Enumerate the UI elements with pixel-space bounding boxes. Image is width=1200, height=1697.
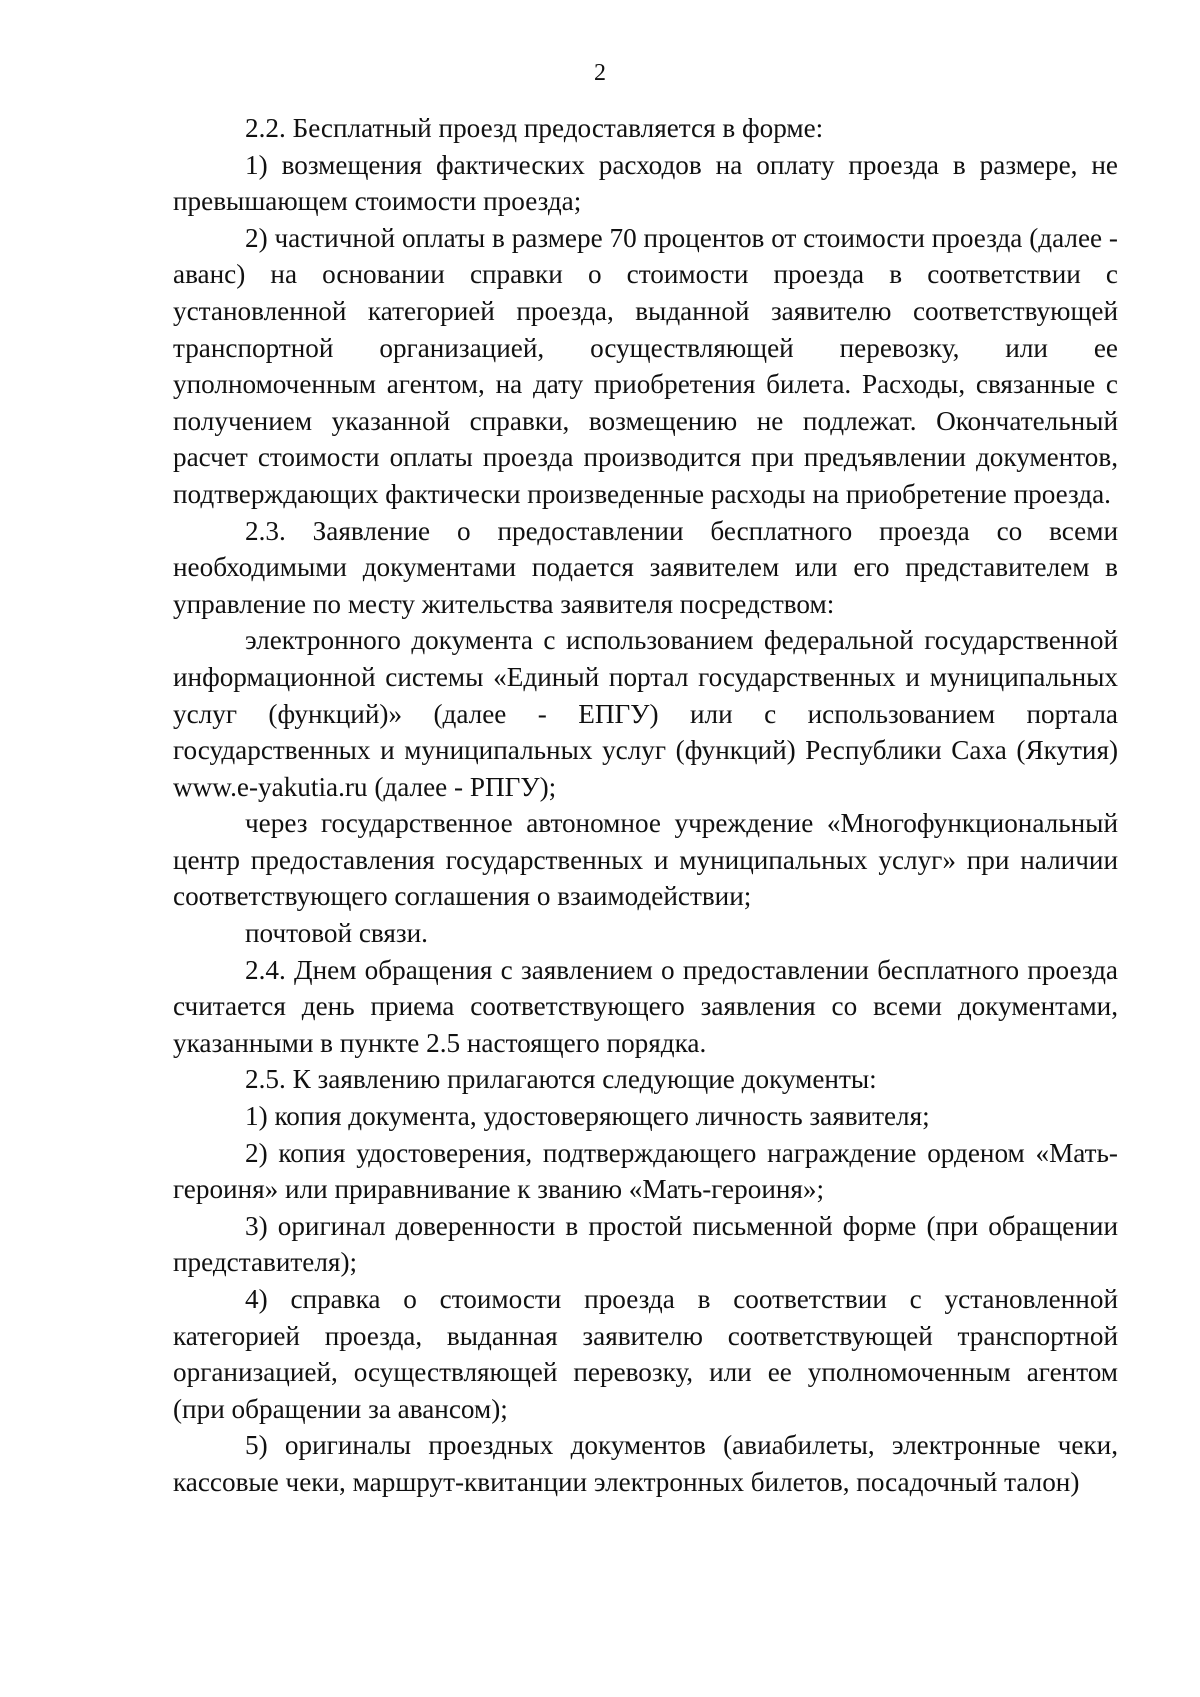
paragraph-2-2-item-1: 1) возмещения фактических расходов на оплату проезда в размере, не превышающем стоимости проезда; [173,149,1118,217]
paragraph-2-5-item-4: 4) справка о стоимости проезда в соответствии с установленной категорией проезда, выданная заявителю соответствующей транспортной организацией, осуществляющей перевозку, или ее уполномоченным агентом (при обращении за авансом); [173,1284,1118,1424]
paragraph-2-5-item-2: 2) копия удостоверения, подтверждающего награждение орденом «Мать-героиня» или приравнивание к званию «Мать-героиня»; [173,1137,1118,1205]
paragraph-2-3-option-post: почтовой связи. [245,918,428,949]
paragraph-2-3-option-electronic: электронного документа с использованием федеральной государственной информационной системы «Единый портал государственных и муниципальных услуг (функций)» (далее - ЕПГУ) или с использованием портала государственных и муниципальных услуг (функций) Республики Саха (Якутия) www.e-yakutia.ru (далее - РПГУ); [173,625,1118,802]
paragraph-2-3: 2.3. Заявление о предоставлении бесплатного проезда со всеми необходимыми документами подается заявителем или его представителем в управление по месту жительства заявителя посредством: [173,515,1118,619]
paragraph-2-3-option-mfc: через государственное автономное учреждение «Многофункциональный центр предоставления государственных и муниципальных услуг» при наличии соответствующего соглашения о взаимодействии; [173,808,1118,912]
paragraph-2-5: 2.5. К заявлению прилагаются следующие документы: [245,1064,877,1095]
paragraph-2-5-item-5: 5) оригиналы проездных документов (авиабилеты, электронные чеки, кассовые чеки, маршрут-квитанции электронных билетов, посадочный талон) [173,1430,1118,1497]
paragraph-2-5-item-1: 1) копия документа, удостоверяющего личность заявителя; [245,1101,930,1132]
paragraph-2-2-item-2: 2) частичной оплаты в размере 70 процентов от стоимости проезда (далее - аванс) на основании справки о стоимости проезда в соответствии с установленной категорией проезда, выданной заявителю соответствующей транспортной организацией, осуществляющей перевозку, или ее уполномоченным агентом, на дату приобретения билета. Расходы, связанные с получением указанной справки, возмещению не подлежат. Окончательный расчет стоимости оплаты проезда производится при предъявлении документов, подтверждающих фактически произведенные расходы на приобретение проезда. [173,222,1118,509]
paragraph-2-4: 2.4. Днем обращения с заявлением о предоставлении бесплатного проезда считается день приема соответствующего заявления со всеми документами, указанными в пункте 2.5 настоящего порядка. [173,954,1118,1058]
page-number: 2 [594,60,606,86]
paragraph-2-2: 2.2. Бесплатный проезд предоставляется в форме: [245,113,824,143]
document-body [173,110,1118,1501]
paragraph-2-5-item-3: 3) оригинал доверенности в простой письменной форме (при обращении представителя); [173,1210,1118,1278]
